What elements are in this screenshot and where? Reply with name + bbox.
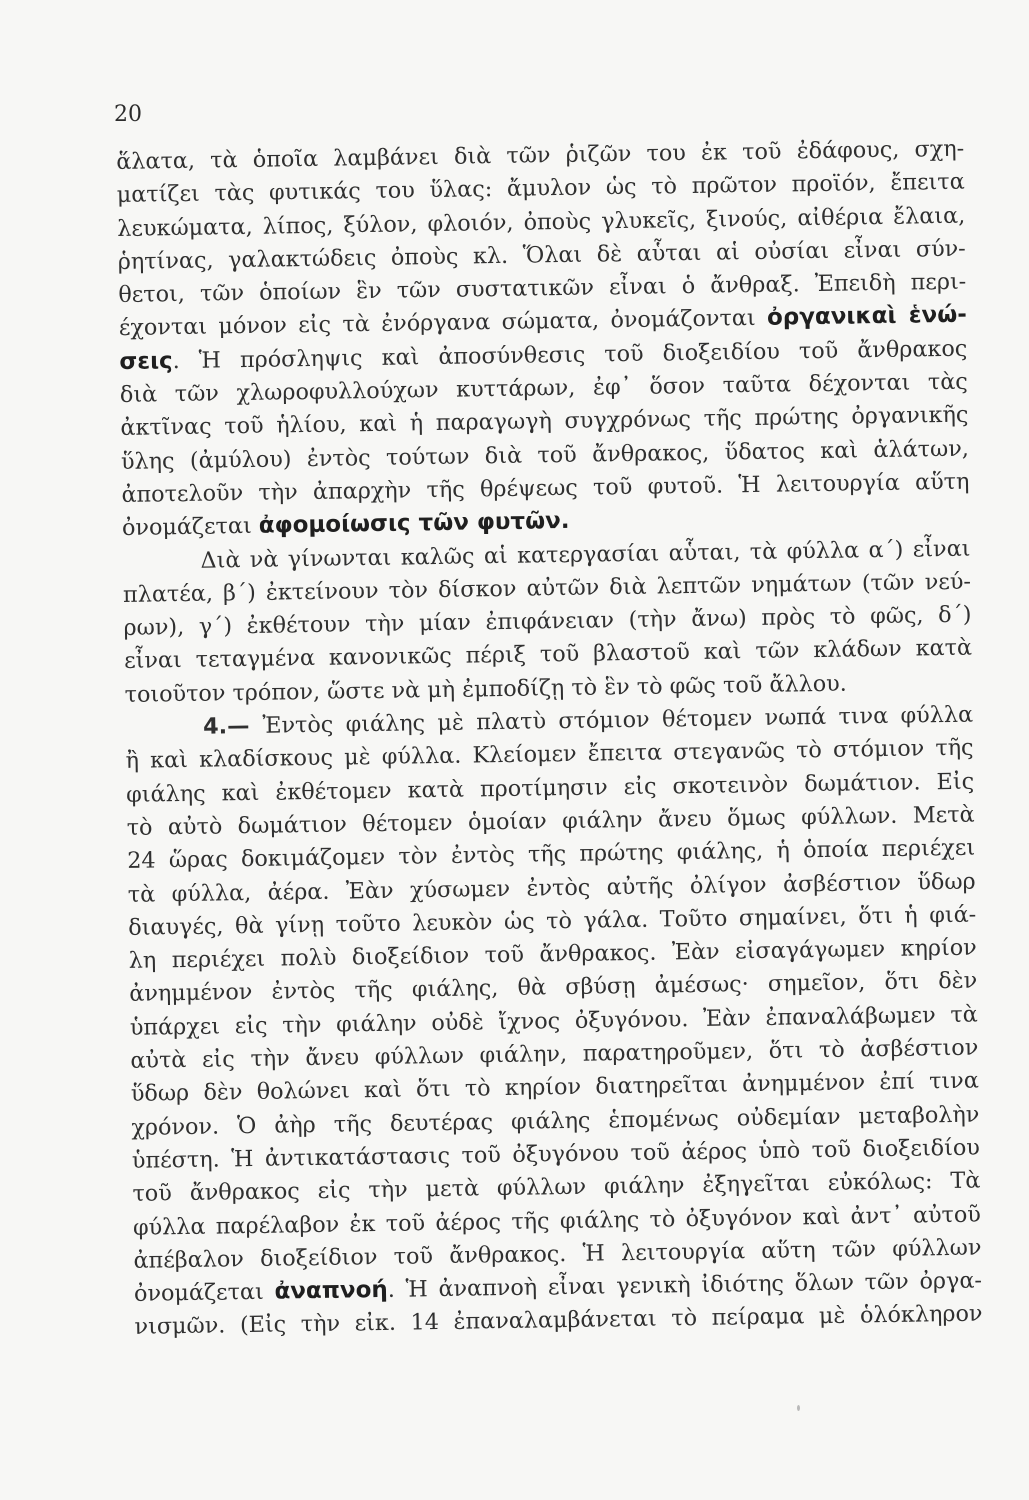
text-segment: λη περιέχει πολὺ διοξείδιον τοῦ ἄνθρακος. Ἐὰν εἰσαγάγωμεν κηρίον <box>128 934 977 975</box>
bold-term: ὀργανικαὶ ἑνώ- <box>766 302 967 332</box>
text-segment: τοῦ ἄνθρακος εἰς τὴν μετὰ φύλλων φιάλην ἐξηγεῖται εὐκόλως: Τὰ <box>132 1167 981 1208</box>
text-segment: τοιοῦτον τρόπον, ὥστε νὰ μὴ ἐμποδίζῃ τὸ ἓν τὸ φῶς τοῦ ἄλλου. <box>124 670 848 708</box>
bold-term: ἀφομοίωσις τῶν φυτῶν. <box>258 508 570 540</box>
text-segment: ὑπέστη. Ἡ ἀντικατάστασις τοῦ ὀξυγόνου τοῦ ἀέρος ὑπὸ τοῦ διοξειδίου <box>131 1134 981 1174</box>
text-segment: έχονται μόνον εἰς τὰ ἐνόργανα σώματα, ὀνομάζονται <box>118 305 768 342</box>
text-segment: Διὰ νὰ γίνωνται καλῶς αἱ κατεργασίαι αὗται, τὰ φύλλα α΄) εἶναι <box>200 535 971 574</box>
bold-term: σεις <box>119 347 173 375</box>
body-text <box>116 133 983 1345</box>
paper-speck <box>797 1405 800 1411</box>
text-segment: ρων), γ΄) ἐκθέτουν τὴν μίαν ἐπιφάνειαν (τὴν ἄνω) πρὸς τὸ φῶς, δ΄) <box>123 601 972 642</box>
text-segment: φιάλης καὶ ἐκθέτομεν κατὰ προτίμησιν εἰς σκοτεινὸν δωμάτιον. Εἰς <box>125 768 975 808</box>
text-segment: ἀποτελοῦν τὴν ἀπαρχὴν τῆς θρέψεως τοῦ φυτοῦ. Ἡ λειτουργία αὕτη <box>121 468 970 508</box>
text-segment: ἀπέβαλον διοξείδιον τοῦ ἄνθρακος. Ἡ λειτουργία αὕτη τῶν φύλλων <box>133 1234 982 1274</box>
text-segment: ὀνομάζεται <box>133 1278 275 1307</box>
text-segment: . Ἡ πρόσληψις καὶ ἀποσύνθεσις τοῦ διοξειδίου τοῦ ἄνθρακος <box>172 335 968 374</box>
text-segment: . Ἡ ἀναπνοὴ εἶναι γενικὴ ἰδιότης ὅλων τῶν ὀργα- <box>387 1267 983 1303</box>
text-segment: Ἐντὸς φιάλης μὲ πλατὺ στόμιον θέτομεν νωπά τινα φύλλα <box>262 701 974 739</box>
text-segment: ἢ καὶ κλαδίσκους μὲ φύλλα. Κλείομεν ἔπειτα στεγανῶς τὸ στόμιον τῆς <box>125 734 974 775</box>
text-segment: ἀνημμένον ἐντὸς τῆς φιάλης, θὰ σβύσῃ ἀμέσως· σημεῖον, ὅτι δὲν <box>129 967 978 1008</box>
text-segment: λευκώματα, λίπος, ξύλον, φλοιόν, ὀποὺς γλυκεῖς, ξινούς, αἰθέρια ἔλαια, <box>117 202 966 242</box>
text-segment: ὕλης (ἀμύλου) ἐντὸς τούτων διὰ τοῦ ἄνθρακος, ὕδατος καὶ ἁλάτων, <box>120 435 970 475</box>
text-segment: φύλλα παρέλαβον ἐκ τοῦ ἀέρος τῆς φιάλης τὸ ὀξυγόνον καὶ ἀντ᾽ αὐτοῦ <box>132 1201 982 1241</box>
text-segment: διαυγές, θὰ γίνῃ τοῦτο λευκὸν ὡς τὸ γάλα. Τοῦτο σημαίνει, ὅτι ἡ φιά- <box>128 901 977 941</box>
text-segment: αὐτὰ εἰς τὴν ἄνευ φύλλων φιάλην, παρατηροῦμεν, ὅτι τὸ ἀσβέστιον <box>130 1034 979 1074</box>
text-segment: πλατέα, β΄) ἐκτείνουν τὸν δίσκον αὐτῶν διὰ λεπτῶν νημάτων (τῶν νεύ- <box>122 568 972 608</box>
text-segment: θετοι, τῶν ὁποίων ἓν τῶν συστατικῶν εἶναι ὁ ἄνθραξ. Ἐπειδὴ περι- <box>118 268 967 309</box>
text-segment: ῥητίνας, γαλακτώδεις ὀποὺς κλ. Ὅλαι δὲ αὗται αἱ οὐσίαι εἶναι σύν- <box>117 235 966 275</box>
bold-term: ἀναπνοή <box>274 1276 388 1305</box>
text-segment: τὰ φύλλα, ἀέρα. Ἐὰν χύσωμεν ἐντὸς αὐτῆς ὀλίγον ἀσβέστιον ὕδωρ <box>127 868 976 908</box>
text-segment: ὀνομάζεται <box>121 513 260 542</box>
text-segment: διὰ τῶν χλωροφυλλούχων κυττάρων, ἐφ᾽ ὅσον ταῦτα δέχονται τὰς <box>119 368 969 409</box>
text-segment: 24 ὥρας δοκιμάζομεν τὸν ἐντὸς τῆς πρώτης φιάλης, ἡ ὁποία περιέχει <box>127 834 976 875</box>
text-segment: ὕδωρ δὲν θολώνει καὶ ὅτι τὸ κηρίον διατηρεῖται ἀνημμένον ἐπί τινα <box>130 1067 979 1108</box>
page-number: 20 <box>114 102 142 127</box>
experiment-number: 4.— <box>202 712 263 740</box>
text-segment: τὸ αὐτὸ δωμάτιον θέτομεν ὁμοίαν φιάλην ἄνευ ὅμως φύλλων. Μετὰ <box>126 801 975 841</box>
text-segment: ἅλατα, τὰ ὁποῖα λαμβάνει διὰ τῶν ῥιζῶν του ἐκ τοῦ ἐδάφους, σχη- <box>116 135 965 175</box>
text-segment: χρόνον. Ὁ ἀὴρ τῆς δευτέρας φιάλης ἑπομένως οὐδεμίαν μεταβολὴν <box>131 1101 980 1141</box>
text-segment: νισμῶν. (Εἰς τὴν εἰκ. 14 ἐπαναλαμβάνεται τὸ πείραμα μὲ ὁλόκληρον <box>134 1300 983 1341</box>
text-segment: εἶναι τεταγμένα κανονικῶς πέριξ τοῦ βλαστοῦ καὶ τῶν κλάδων κατὰ <box>123 635 973 675</box>
text-segment: ἀκτῖνας τοῦ ἡλίου, καὶ ἡ παραγωγὴ συγχρόνως τῆς πρώτης ὀργανικῆς <box>120 402 969 442</box>
text-segment: ματίζει τὰς φυτικάς του ὕλας: ἄμυλον ὡς τὸ πρῶτον προϊόν, ἔπειτα <box>116 168 965 209</box>
text-segment: ὑπάρχει εἰς τὴν φιάλην οὐδὲ ἴχνος ὀξυγόνου. Ἐὰν ἐπαναλάβωμεν τὰ <box>129 1001 978 1041</box>
